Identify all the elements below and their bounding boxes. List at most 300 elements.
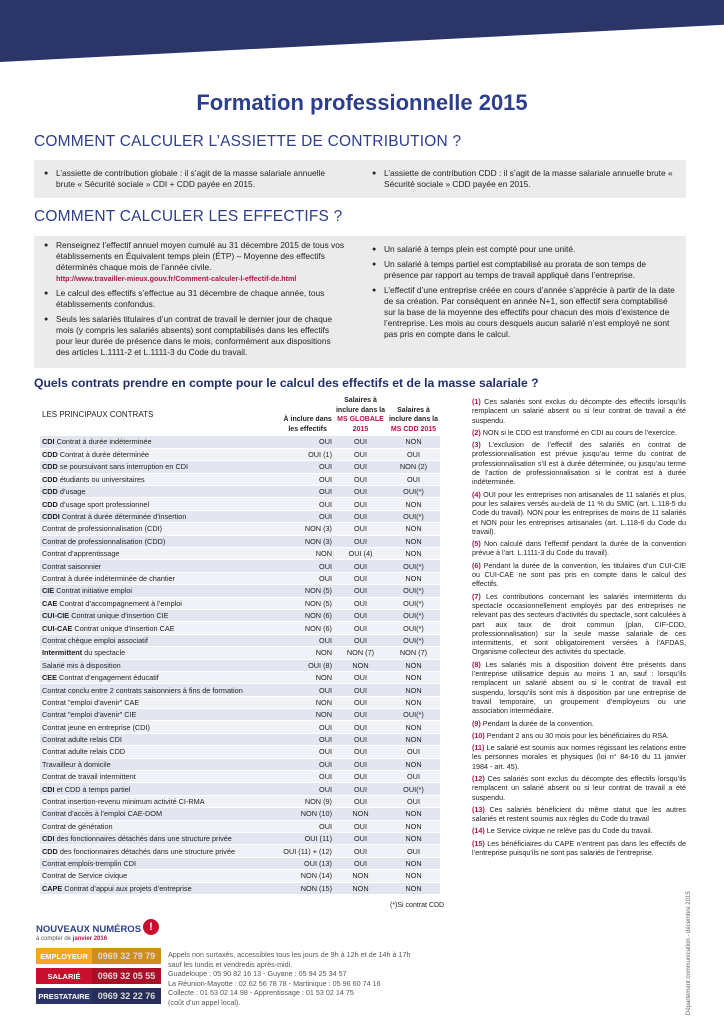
phone-label: EMPLOYEUR xyxy=(36,948,92,964)
ms-globale-value: NON (7) xyxy=(334,647,387,659)
ms-globale-value: OUI xyxy=(334,783,387,795)
effectifs-value: NON (6) xyxy=(281,622,334,634)
contract-desc: Contrat d’appui aux projets d’entreprise xyxy=(62,883,192,893)
effectifs-value: NON (6) xyxy=(281,609,334,621)
header-band xyxy=(0,0,724,62)
note-number: (11) xyxy=(472,743,487,753)
ms-cdd-value: NON xyxy=(387,833,440,845)
contract-abbr: CUI-CIE xyxy=(42,611,70,621)
ms-globale-value: OUI xyxy=(334,622,387,634)
ms-globale-value: OUI xyxy=(334,510,387,522)
contract-name xyxy=(40,758,281,770)
note-item xyxy=(472,731,686,740)
ms-cdd-value: OUI xyxy=(387,448,440,460)
note-item xyxy=(472,428,686,437)
contract-name xyxy=(40,795,281,807)
contract-name xyxy=(40,696,281,708)
contract-name xyxy=(40,523,281,535)
phone-entry xyxy=(36,948,161,964)
contract-desc: Contrat à durée déterminée xyxy=(57,450,150,460)
effectifs-value: OUI xyxy=(281,510,334,522)
contract-desc: Contrat initiative emploi xyxy=(54,586,133,596)
ms-globale-value: OUI xyxy=(334,771,387,783)
contact-line: (coût d’un appel local). xyxy=(168,997,241,1007)
table-row xyxy=(40,548,440,560)
contract-desc: Contrat "emploi d’avenir" CIE xyxy=(42,710,137,720)
effectifs-value: OUI xyxy=(281,473,334,485)
contracts-table-body xyxy=(40,436,440,894)
contract-name xyxy=(40,486,281,498)
contract-abbr: CDI xyxy=(42,437,55,447)
ms-cdd-value: OUI xyxy=(387,746,440,758)
contract-desc: Contrat adulte relais CDI xyxy=(42,735,122,745)
note-number: (1) xyxy=(472,397,485,406)
contract-name xyxy=(40,498,281,510)
note-item xyxy=(472,839,686,858)
ms-globale-value: OUI xyxy=(334,709,387,721)
contract-desc: Contrat unique d’insertion CAE xyxy=(72,623,175,633)
contract-desc: Contrat de professionnalisation (CDI) xyxy=(42,524,163,534)
contract-desc: Contrat chèque emploi associatif xyxy=(42,635,148,645)
table-row xyxy=(40,820,440,832)
contract-abbr: Intermittent xyxy=(42,648,83,658)
ms-globale-value: OUI xyxy=(334,746,387,758)
ms-cdd-value: NON xyxy=(387,857,440,869)
note-text: Les bénéficiaires du CAPE n’entrent pas dans les effectifs de l’entreprise puisqu’ils ne sont pas salariés de l’entreprise. xyxy=(472,838,686,858)
contract-abbr: CDD xyxy=(42,462,58,472)
ms-globale-value: NON xyxy=(334,808,387,820)
note-number: (13) xyxy=(472,804,490,814)
ms-cdd-value: OUI xyxy=(387,795,440,807)
table-row xyxy=(40,684,440,696)
ms-cdd-value: OUI xyxy=(387,473,440,485)
contract-desc: Contrat d’accès à l’emploi CAE-DOM xyxy=(42,809,163,819)
note-number: (15) xyxy=(472,838,488,848)
col-ms-cdd: Salaires à inclure dans la MS CDD 2015 xyxy=(388,406,439,433)
ms-globale-value: OUI xyxy=(334,461,387,473)
contract-desc: du spectacle xyxy=(82,648,126,658)
ms-cdd-value: OUI(*) xyxy=(387,709,440,721)
contract-name xyxy=(40,808,281,820)
contract-name xyxy=(40,473,281,485)
table-row xyxy=(40,882,440,894)
note-item xyxy=(472,561,686,589)
table-row xyxy=(40,721,440,733)
contract-name xyxy=(40,833,281,845)
contract-desc: Contrat de génération xyxy=(42,821,113,831)
contact-line: Guadeloupe : 05 90 82 16 13 - Guyane : 05 94 25 34 57 xyxy=(168,969,347,979)
table-heading: Quels contrats prendre en compte pour le calcul des effectifs et de la masse salariale ? xyxy=(34,376,539,390)
ms-globale-value: OUI xyxy=(334,820,387,832)
nouveaux-numeros: NOUVEAUX NUMÉROS xyxy=(36,924,142,935)
effectifs-value: OUI xyxy=(281,820,334,832)
note-text: Pendant 2 ans ou 30 mois pour les bénéficiaires du RSA. xyxy=(486,730,669,740)
contract-name xyxy=(40,461,281,473)
ms-globale-value: OUI xyxy=(334,535,387,547)
table-row xyxy=(40,746,440,758)
effectifs-value: OUI xyxy=(281,498,334,510)
contract-name xyxy=(40,622,281,634)
effectifs-value: NON xyxy=(281,709,334,721)
ms-cdd-value: OUI xyxy=(387,845,440,857)
effectifs-value: OUI xyxy=(281,783,334,795)
note-item xyxy=(472,490,686,536)
contract-name xyxy=(40,746,281,758)
ms-cdd-value: NON xyxy=(387,671,440,683)
contract-abbr: CUI-CAE xyxy=(42,623,73,633)
ms-globale-value: OUI xyxy=(334,795,387,807)
contract-desc: Contrat insertion-revenu minimum activité CI-RMA xyxy=(42,797,205,807)
contract-desc: Contrat à durée indéterminée de chantier xyxy=(42,573,176,583)
col-ms-globale: Salaires à inclure dans la MS GLOBALE 2015 xyxy=(335,397,386,433)
contract-name xyxy=(40,671,281,683)
contract-abbr: CAPE xyxy=(42,883,63,893)
table-row xyxy=(40,622,440,634)
note-number: (6) xyxy=(472,560,484,570)
ms-cdd-value: OUI(*) xyxy=(387,597,440,609)
contract-desc: Contrat "emploi d’avenir" CAE xyxy=(42,697,140,707)
contract-desc: Contrat d’engagement éducatif xyxy=(57,673,159,683)
ms-globale-value: OUI xyxy=(334,696,387,708)
ms-cdd-value: NON xyxy=(387,820,440,832)
effectifs-value: OUI xyxy=(281,572,334,584)
contact-line: Appels non surtaxés, accessibles tous les jours de 9h à 12h et de 14h à 17h xyxy=(168,950,411,959)
contract-desc: Contrat conclu entre 2 contrats saisonniers à fins de formation xyxy=(42,685,243,695)
effectifs-value: NON xyxy=(281,647,334,659)
table-row xyxy=(40,461,440,473)
note-item xyxy=(472,397,686,425)
note-text: Les contributions concernant les salariés intermittents du spectacle occasionnellement employés par des entreprises ne relevant pas des secteurs d’activités du spectacle, sont calculées à part aux taux de droit commun (plan, CIF-CDD, professionnalisation) sur la seule masse salariale de ces intermittents, et sont obligatoirement versées à l’AFDAS, Organisme collecteur des activités du spectacle. xyxy=(472,591,687,657)
ms-cdd-value: NON xyxy=(387,721,440,733)
ms-cdd-value: NON xyxy=(387,523,440,535)
contract-name xyxy=(40,609,281,621)
phone-label: PRESTATAIRE xyxy=(36,988,92,1004)
contract-abbr: CDI xyxy=(42,784,55,794)
ms-globale-value: OUI xyxy=(334,523,387,535)
note-number: (3) xyxy=(472,440,489,450)
note-number: (8) xyxy=(472,659,486,669)
effectifs-value: OUI (11) xyxy=(281,833,334,845)
contract-name xyxy=(40,721,281,733)
note-text: Ces salariés bénéficient du même statut que les autres salariés et restent soumis aux règles du Code du travail xyxy=(472,804,687,824)
effectifs-value: OUI (1) xyxy=(281,448,334,460)
note-item xyxy=(472,805,686,824)
note-number: (12) xyxy=(472,773,488,783)
ms-cdd-value: OUI(*) xyxy=(387,486,440,498)
note-item xyxy=(472,826,686,835)
effectifs-value: NON xyxy=(281,671,334,683)
note-item xyxy=(472,539,686,558)
table-row xyxy=(40,870,440,882)
contract-desc: et CDD à temps partiel xyxy=(54,784,131,794)
effectifs-value: NON (5) xyxy=(281,597,334,609)
ms-globale-value: OUI xyxy=(334,498,387,510)
contract-desc: Contrat jeune en entreprise (CDI) xyxy=(42,722,150,732)
ms-globale-value: NON xyxy=(334,882,387,894)
effectifs-value: OUI xyxy=(281,436,334,448)
contract-name xyxy=(40,684,281,696)
ms-globale-value: OUI xyxy=(334,448,387,460)
effectifs-value: NON (3) xyxy=(281,535,334,547)
ms-cdd-value: NON xyxy=(387,436,440,448)
ms-globale-value: OUI xyxy=(334,733,387,745)
effectifs-value: OUI xyxy=(281,634,334,646)
contract-desc: Contrat de professionnalisation (CDD) xyxy=(42,536,166,546)
contract-abbr: CDD xyxy=(42,846,58,856)
contract-name xyxy=(40,820,281,832)
ms-globale-value: OUI xyxy=(334,721,387,733)
contract-desc: Contrat d’accompagnement à l’emploi xyxy=(57,598,182,608)
contract-desc: étudiants ou universitaires xyxy=(57,474,145,484)
table-row xyxy=(40,647,440,659)
effectifs-value: OUI xyxy=(281,746,334,758)
contract-name xyxy=(40,548,281,560)
ms-globale-value: OUI xyxy=(334,585,387,597)
table-row xyxy=(40,808,440,820)
table-row xyxy=(40,560,440,572)
effectifs-left: ● Renseignez l’effectif annuel moyen cumulé au 31 décembre 2015 de tous vos établissements en Équivalent temps plein (ÉTP) – Moyenne des effectifs déterminés chaque mois de l’année civile. http://www.travailler-mieux.gouv.fr/Comment-calculer-l-effectif-de.html ● Le calcul des effectifs s’effectue au 31 décembre de chaque année, tous établissements confondus. ● Seuls les salariés titulaires d’un contrat de travail le dernier jour de chaque mois (y compris les salariés absents) sont comptabilisés dans les effectifs pour leur durée de présence dans le mois, conformément aux dispositions des articles L.1111-2 et L.1111-3 du Code du travail. xyxy=(44,240,346,362)
ms-cdd-value: OUI xyxy=(387,771,440,783)
contact-info xyxy=(168,950,411,1008)
contact-line: La Réunion-Mayotte : 02 62 56 78 78 - Martinique : 05 96 60 74 16 xyxy=(168,978,381,988)
contract-desc: Contrat à durée indéterminée xyxy=(54,437,152,447)
ms-globale-value: OUI xyxy=(334,634,387,646)
ms-cdd-value: NON xyxy=(387,548,440,560)
table-row xyxy=(40,795,440,807)
ms-cdd-value: OUI(*) xyxy=(387,622,440,634)
contract-desc: Contrat unique d’insertion CIE xyxy=(69,611,169,621)
effectifs-value: NON (5) xyxy=(281,585,334,597)
contract-desc: Contrat emplois-tremplin CDI xyxy=(42,858,137,868)
assiette-left: ● L’assiette de contribution globale : il s’agit de la masse salariale annuelle brute « Sécurité sociale » CDI + CDD payée en 2015. xyxy=(44,168,344,194)
effectifs-right: ● Un salarié à temps plein est compté pour une unité. ● Un salarié à temps partiel est comptabilisé au prorata de son temps de présence par rapport au temps de travail appliqué dans l’entreprise. ● L’effectif d’une entreprise créée en cours d’année s’apprécie à partir de la date de sa création. Par conséquent en année N+1, son effectif sera comptabilisé sur la base de la moyenne des effectifs pour chacun des mois d’existence de l’entreprise. Les mois au cours desquels aucun salarié n’est employé ne sont pas pris en compte dans le calcul. xyxy=(372,244,676,344)
contract-name xyxy=(40,585,281,597)
table-row xyxy=(40,510,440,522)
contract-desc: Contrat à durée déterminée d’insertion xyxy=(59,512,187,522)
contract-name xyxy=(40,845,281,857)
ms-globale-value: OUI (4) xyxy=(334,548,387,560)
ms-cdd-value: NON xyxy=(387,808,440,820)
note-item xyxy=(472,660,686,716)
table-row xyxy=(40,473,440,485)
ms-globale-value: OUI xyxy=(334,684,387,696)
table-row xyxy=(40,535,440,547)
ms-globale-value: OUI xyxy=(334,560,387,572)
ms-cdd-value: NON xyxy=(387,882,440,894)
ms-globale-value: OUI xyxy=(334,486,387,498)
note-text: Le salarié est soumis aux normes régissant les relations entre les personnes morales et physiques (loi n° 84-16 du 11 janvier 1984 - art. 45). xyxy=(472,743,686,771)
col-label: LES PRINCIPAUX CONTRATS xyxy=(42,410,154,420)
effectifs-value: NON (14) xyxy=(281,870,334,882)
contract-name xyxy=(40,882,281,894)
phone-number: 0969 32 79 79 xyxy=(92,948,161,964)
contact-line: Collecte : 01 53 02 14 98 - Apprentissage : 01 53 02 14 75 xyxy=(168,988,354,998)
table-row xyxy=(40,833,440,845)
contract-name xyxy=(40,709,281,721)
table-row xyxy=(40,523,440,535)
table-row xyxy=(40,609,440,621)
contract-desc: Contrat de Service civique xyxy=(42,871,128,881)
ms-globale-value: NON xyxy=(334,870,387,882)
notes-column xyxy=(472,397,686,860)
note-number: (4) xyxy=(472,489,484,499)
contract-abbr: CAE xyxy=(42,598,58,608)
ms-cdd-value: NON xyxy=(387,696,440,708)
ms-globale-value: OUI xyxy=(334,473,387,485)
phone-number: 0969 32 22 76 xyxy=(92,988,161,1004)
note-text: OUI pour les entreprises non artisanales de 11 salariés et plus, pour les salaires versés au-delà de 11 % du SMIC (art. L.118-5 du Code du travail). NON pour les entreprises de moins de 11 salariés et NON pour les entreprises artisanales (art. L.118-6 du Code du travail). xyxy=(472,489,687,536)
effectifs-value: OUI xyxy=(281,721,334,733)
ms-globale-value: OUI xyxy=(334,436,387,448)
ms-globale-value: OUI xyxy=(334,845,387,857)
ms-cdd-value: NON (2) xyxy=(387,461,440,473)
contract-name xyxy=(40,647,281,659)
table-row xyxy=(40,597,440,609)
note-text: Ces salariés sont exclus du décompte des effectifs lorsqu’ils remplacent un salarié absent ou si leur contrat de travail a été suspendu. xyxy=(472,773,686,802)
ms-cdd-value: NON xyxy=(387,733,440,745)
note-number: (5) xyxy=(472,539,484,549)
table-row xyxy=(40,758,440,770)
page-title: Formation professionnelle 2015 xyxy=(196,90,528,115)
col-effectifs: À inclure dans les effectifs xyxy=(283,416,332,433)
side-credit: Département communication - décembre 2015 xyxy=(686,891,692,1015)
note-text: NON si le CDD est transformé en CDI au cours de l’exercice. xyxy=(482,427,677,437)
contract-abbr: CEE xyxy=(42,673,58,683)
ms-cdd-value: OUI(*) xyxy=(387,609,440,621)
ms-globale-value: NON xyxy=(334,659,387,671)
contract-name xyxy=(40,560,281,572)
contract-abbr: CDDI xyxy=(42,512,60,522)
ms-globale-value: OUI xyxy=(334,609,387,621)
effectifs-value: NON (15) xyxy=(281,882,334,894)
note-number: (14) xyxy=(472,826,487,836)
effectifs-link[interactable]: http://www.travailler-mieux.gouv.fr/Comment-calculer-l-effectif-de.html xyxy=(56,274,297,283)
ms-cdd-value: NON xyxy=(387,659,440,671)
ms-cdd-value: NON xyxy=(387,758,440,770)
effectifs-value: OUI xyxy=(281,758,334,770)
note-text: Le Service civique ne relève pas du Code du travail. xyxy=(486,826,653,836)
contract-abbr: CDD xyxy=(42,450,58,460)
note-item xyxy=(472,719,686,728)
ms-cdd-value: OUI(*) xyxy=(387,783,440,795)
effectifs-value: OUI (8) xyxy=(281,659,334,671)
contract-name xyxy=(40,870,281,882)
contract-desc: Contrat saisonnier xyxy=(42,561,102,571)
contract-name xyxy=(40,448,281,460)
note-number: (10) xyxy=(472,730,487,740)
ms-cdd-value: NON xyxy=(387,870,440,882)
contract-desc: des fonctionnaires détachés dans une structure privée xyxy=(57,846,236,856)
table-row xyxy=(40,857,440,869)
contract-desc: d’usage xyxy=(57,487,86,497)
note-text: Pendant la durée de la convention, les titulaires d’un CUI-CIE ou CUI-CAE ne sont pas pris en compte dans le calcul des effectifs. xyxy=(472,560,687,589)
contract-name xyxy=(40,597,281,609)
contract-name xyxy=(40,436,281,448)
note-item xyxy=(472,743,686,771)
effectifs-value: OUI xyxy=(281,560,334,572)
ms-globale-value: OUI xyxy=(334,758,387,770)
note-text: L’exclusion de l’effectif des salariés en contrat de professionnalisation est prévue jusqu’au terme du contrat de professionnalisation s’il est à durée déterminée, ou jusqu’au terme de l’action de professionnalisation si le contrat est à durée indéterminée. xyxy=(472,440,686,487)
table-row xyxy=(40,659,440,671)
effectifs-value: NON xyxy=(281,696,334,708)
effectifs-value: NON (10) xyxy=(281,808,334,820)
ms-globale-value: OUI xyxy=(334,833,387,845)
note-number: (2) xyxy=(472,427,483,437)
contract-name xyxy=(40,535,281,547)
contract-desc: d’usage sport professionnel xyxy=(57,499,150,509)
table-row xyxy=(40,486,440,498)
ms-cdd-value: NON xyxy=(387,498,440,510)
note-number: (9) xyxy=(472,718,483,728)
assiette-heading: COMMENT CALCULER L’ASSIETTE DE CONTRIBUTION ? xyxy=(34,133,462,150)
table-row xyxy=(40,845,440,857)
ms-cdd-value: NON xyxy=(387,572,440,584)
table-row xyxy=(40,783,440,795)
effectifs-heading: COMMENT CALCULER LES EFFECTIFS ? xyxy=(34,208,343,225)
ms-globale-value: OUI xyxy=(334,857,387,869)
phone-entry xyxy=(36,988,161,1004)
ms-globale-value: OUI xyxy=(334,671,387,683)
contract-abbr: CDI xyxy=(42,834,55,844)
phone-number: 0969 32 05 55 xyxy=(92,968,161,984)
nouveaux-numeros-date: à compter de janvier 2016 xyxy=(36,936,108,942)
table-footnote: (*)Si contrat CDD xyxy=(390,902,445,909)
contract-desc: Salarié mis à disposition xyxy=(42,660,121,670)
effectifs-value: NON (9) xyxy=(281,795,334,807)
effectifs-value: OUI (11) + (12) xyxy=(283,846,332,856)
effectifs-value: OUI xyxy=(281,771,334,783)
note-text: Les salariés mis à disposition doivent être présents dans l’entreprise utilisatrice depuis au moins 1 an, sauf : lorsqu’ils remplacent un salarié absent ou si le contrat de travail est suspendu, lorsqu’ils sont mis à disposition par une entreprise de travail temporaire, un groupement d’employeurs ou une association intermédiaire. xyxy=(472,659,686,716)
note-item xyxy=(472,592,686,657)
contract-name xyxy=(40,634,281,646)
contract-abbr: CDD xyxy=(42,474,58,484)
contact-line: sauf les lundis et vendredis après-midi. xyxy=(168,959,293,969)
table-row xyxy=(40,498,440,510)
effectifs-value: NON xyxy=(281,548,334,560)
effectifs-value: OUI xyxy=(281,733,334,745)
contract-abbr: CDD xyxy=(42,487,58,497)
contract-desc: des fonctionnaires détachés dans une structure privée xyxy=(54,834,232,844)
note-item xyxy=(472,440,686,486)
assiette-right: ● L’assiette de contribution CDD : il s’agit de la masse salariale annuelle brute « Sécurité sociale » CDD payée en 2015. xyxy=(372,168,676,194)
note-number: (7) xyxy=(472,591,486,601)
contract-desc: se poursuivant sans interruption en CDI xyxy=(57,462,189,472)
note-text: Non calculé dans l’effectif pendant la durée de la convention prévue à l’art. L.1111-3 du Code du travail). xyxy=(472,539,686,558)
contract-desc: Contrat de travail intermittent xyxy=(42,772,136,782)
table-row xyxy=(40,436,440,448)
ms-cdd-value: NON xyxy=(387,684,440,696)
contract-desc: Travailleur à domicile xyxy=(42,759,111,769)
table-row xyxy=(40,572,440,584)
table-row xyxy=(40,634,440,646)
note-item xyxy=(472,774,686,802)
effectifs-value: OUI xyxy=(281,461,334,473)
note-text: Ces salariés sont exclus du décompte des effectifs lorsqu’ils remplacent un salarié absent ou si leur contrat de travail a été suspendu. xyxy=(472,397,687,425)
ms-cdd-value: OUI(*) xyxy=(387,510,440,522)
contract-desc: Contrat adulte relais CDD xyxy=(42,747,126,757)
contracts-table xyxy=(40,396,440,895)
contract-abbr: CDD xyxy=(42,499,58,509)
ms-cdd-value: OUI(*) xyxy=(387,585,440,597)
table-row xyxy=(40,733,440,745)
effectifs-value: OUI xyxy=(281,486,334,498)
table-row xyxy=(40,448,440,460)
contract-abbr: CIE xyxy=(42,586,55,596)
contract-desc: Contrat d’apprentissage xyxy=(42,549,120,559)
effectifs-value: NON (3) xyxy=(281,523,334,535)
table-row xyxy=(40,696,440,708)
ms-globale-value: OUI xyxy=(334,572,387,584)
